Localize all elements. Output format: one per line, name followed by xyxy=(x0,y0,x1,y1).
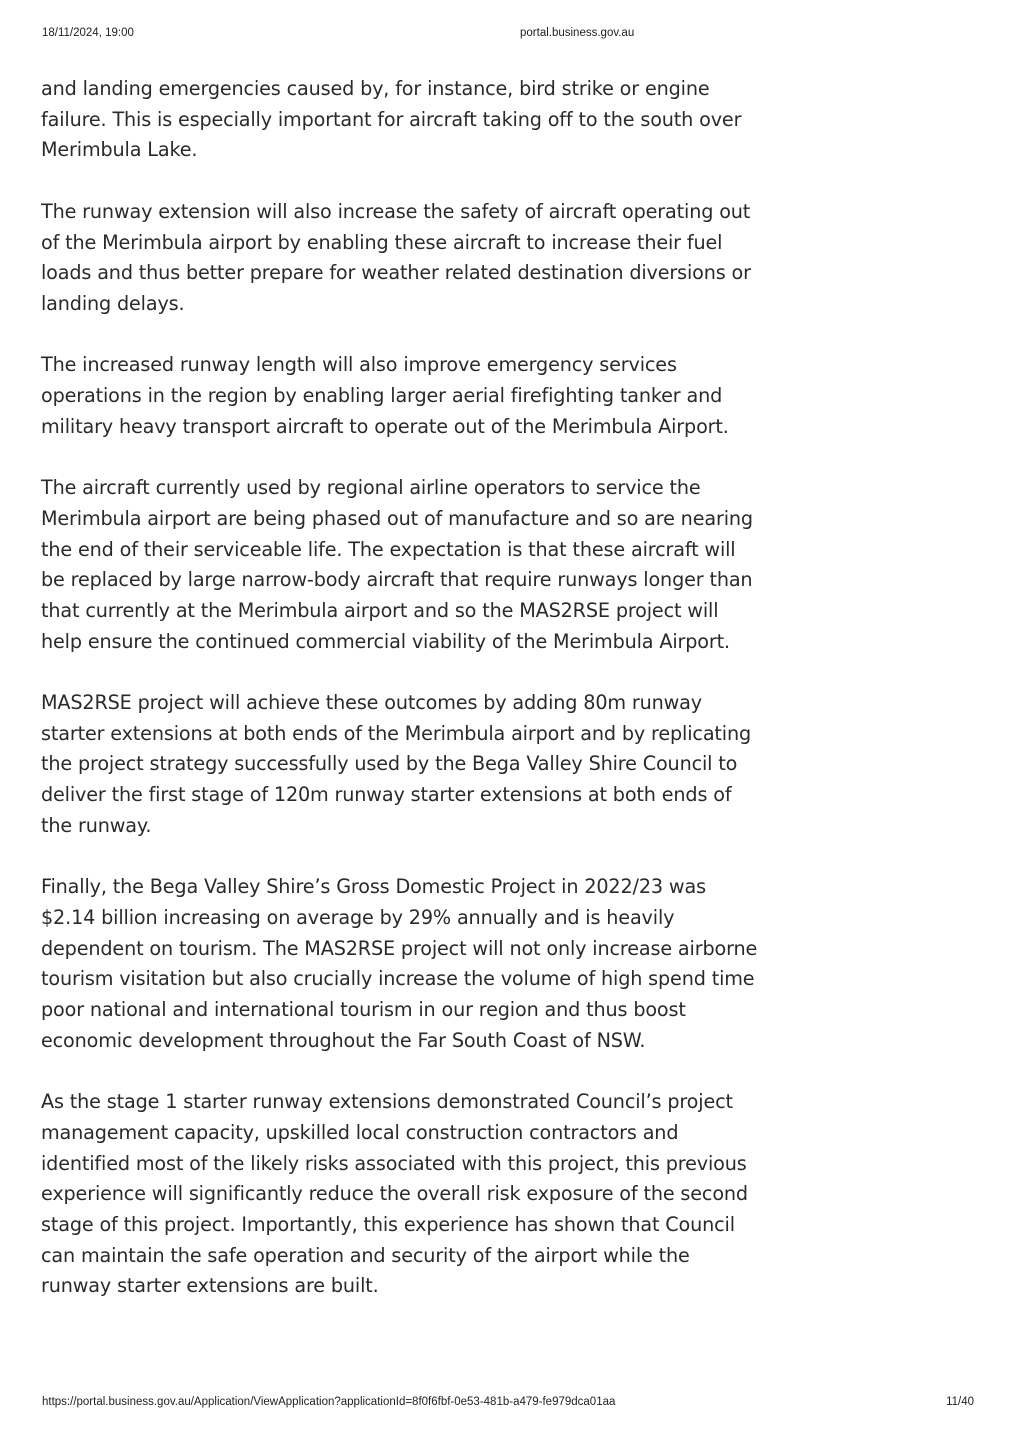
paragraph-aircraft-replacement: The aircraft currently used by regional airline operators to service the Merimbula airport are being phased out of manufacture and so are nearing the end of their serviceable life. The expectation is that these aircraft will be replaced by large narrow-body aircraft that require runways longer than that currently at the Merimbula airport and so the MAS2RSE project will help ensure the continued commercial viability of the Merimbula Airport. xyxy=(41,476,753,653)
document-body xyxy=(41,74,761,1333)
print-footer xyxy=(42,1396,974,1412)
paragraph-bird-strike: and landing emergencies caused by, for instance, bird strike or engine failure. This is especially important for aircraft taking off to the south over Merimbula Lake. xyxy=(41,77,742,162)
print-header xyxy=(42,27,972,43)
print-datetime: 18/11/2024, 19:00 xyxy=(42,27,134,39)
paragraph-economic-development: Finally, the Bega Valley Shire’s Gross Domestic Project in 2022/23 was $2.14 billion increasing on average by 29% annually and is heavily dependent on tourism. The MAS2RSE project will not only increase airborne tourism visitation but also crucially increase the volume of high spend time poor national and international tourism in our region and thus boost economic development throughout the Far South Coast of NSW. xyxy=(41,875,758,1052)
paragraph-emergency-services: The increased runway length will also improve emergency services operations in the region by enabling larger aerial firefighting tanker and military heavy transport aircraft to operate out of the Merimbula Airport. xyxy=(41,353,729,438)
print-domain: portal.business.gov.au xyxy=(520,27,635,39)
page-number: 11/40 xyxy=(946,1396,974,1408)
paragraph-project-outcomes: MAS2RSE project will achieve these outcomes by adding 80m runway starter extensions at both ends of the Merimbula airport and by replicating the project strategy successfully used by the Bega Valley Shire Council to deliver the first stage of 120m runway starter extensions at both ends of the runway. xyxy=(41,691,752,837)
paragraph-risk-reduction: As the stage 1 starter runway extensions demonstrated Council’s project management capacity, upskilled local construction contractors and identified most of the likely risks associated with this project, this previous experience will significantly reduce the overall risk exposure of the second stage of this project. Importantly, this experience has shown that Council can maintain the safe operation and security of the airport while the runway starter extensions are built. xyxy=(41,1090,748,1298)
paragraph-fuel-loads: The runway extension will also increase the safety of aircraft operating out of the Merimbula airport by enabling these aircraft to increase their fuel loads and thus better prepare for weather related destination diversions or landing delays. xyxy=(41,199,751,315)
print-url: https://portal.business.gov.au/Application/ViewApplication?applicationId=8f0f6fbf-0e53-481b-a479-fe979dca01aa xyxy=(42,1396,616,1408)
